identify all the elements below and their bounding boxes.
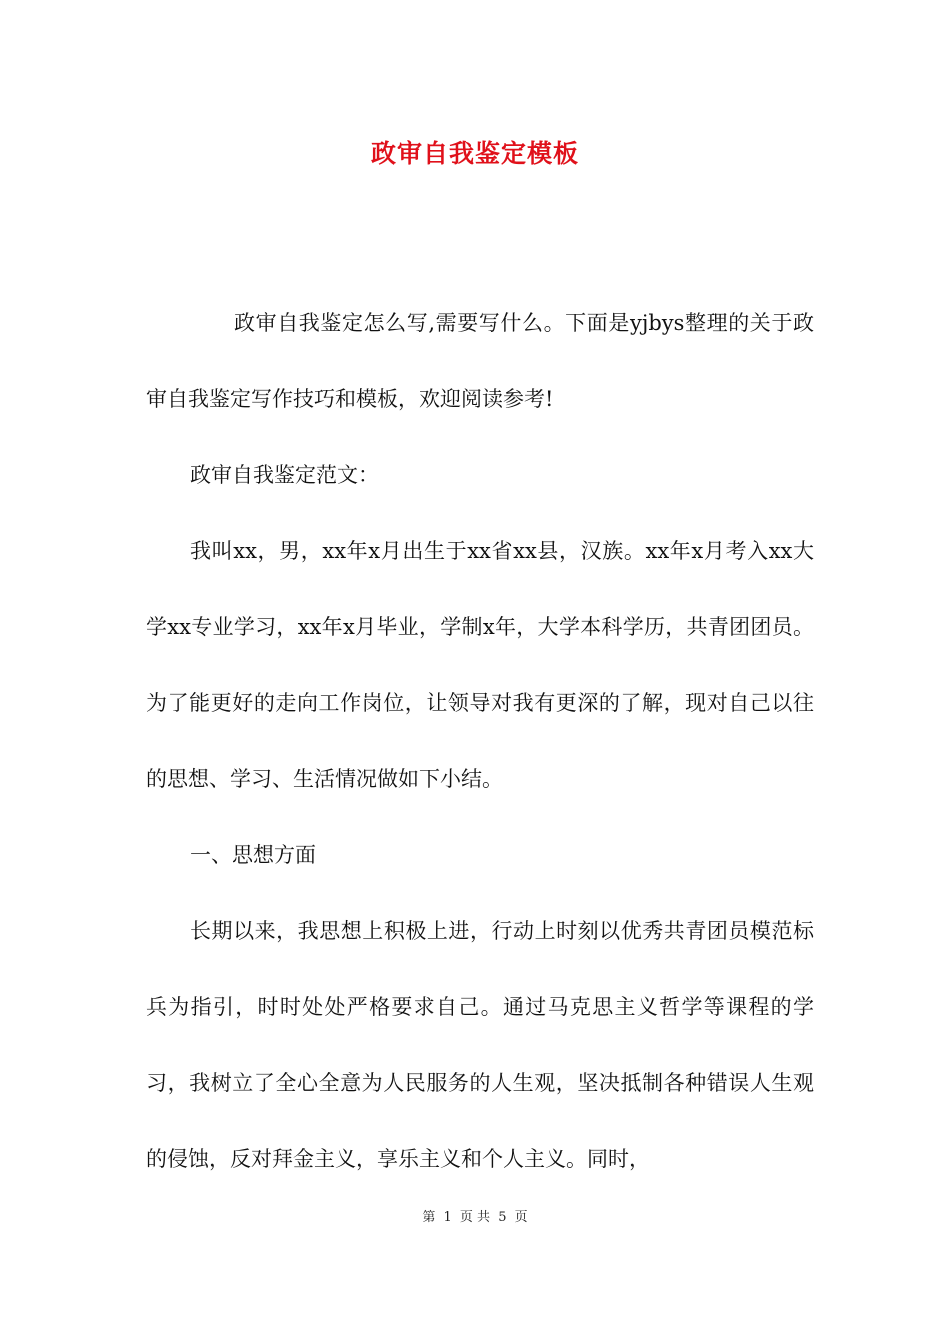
sample-heading: 政审自我鉴定范文： (190, 463, 379, 487)
footer-middle: 页 共 (459, 1210, 491, 1225)
section-heading-thought: 一、思想方面 (190, 843, 316, 867)
thought-paragraph: 长期以来，我思想上积极上进，行动上时刻以优秀共青团员模范标兵为指引，时时处处严格要求自己。通过马克思主义哲学等课程的学习，我树立了全心全意为人民服务的人生观，坚决抵制各种错误人生观的侵蚀，反对拜金主义，享乐主义和个人主义。同时， (146, 919, 814, 1171)
footer-current-page: 1 (443, 1210, 452, 1225)
personal-info-paragraph: 我叫xx，男，xx年x月出生于xx省xx县，汉族。xx年x月考入xx大学xx专业学习，xx年x月毕业，学制x年，大学本科学历，共青团团员。为了能更好的走向工作岗位，让领导对我有更深的了解，现对自己以往的思想、学习、生活情况做如下小结。 (146, 539, 814, 791)
footer-prefix: 第 (422, 1210, 436, 1225)
document-title: 政审自我鉴定模板 (370, 139, 579, 168)
footer-total-pages: 5 (498, 1210, 507, 1225)
footer-suffix: 页 (514, 1210, 528, 1225)
document-body (146, 285, 814, 1197)
intro-paragraph: 政审自我鉴定怎么写,需要写什么。下面是yjbys整理的关于政审自我鉴定写作技巧和模板，欢迎阅读参考! (146, 311, 814, 411)
page-footer (0, 1208, 950, 1228)
